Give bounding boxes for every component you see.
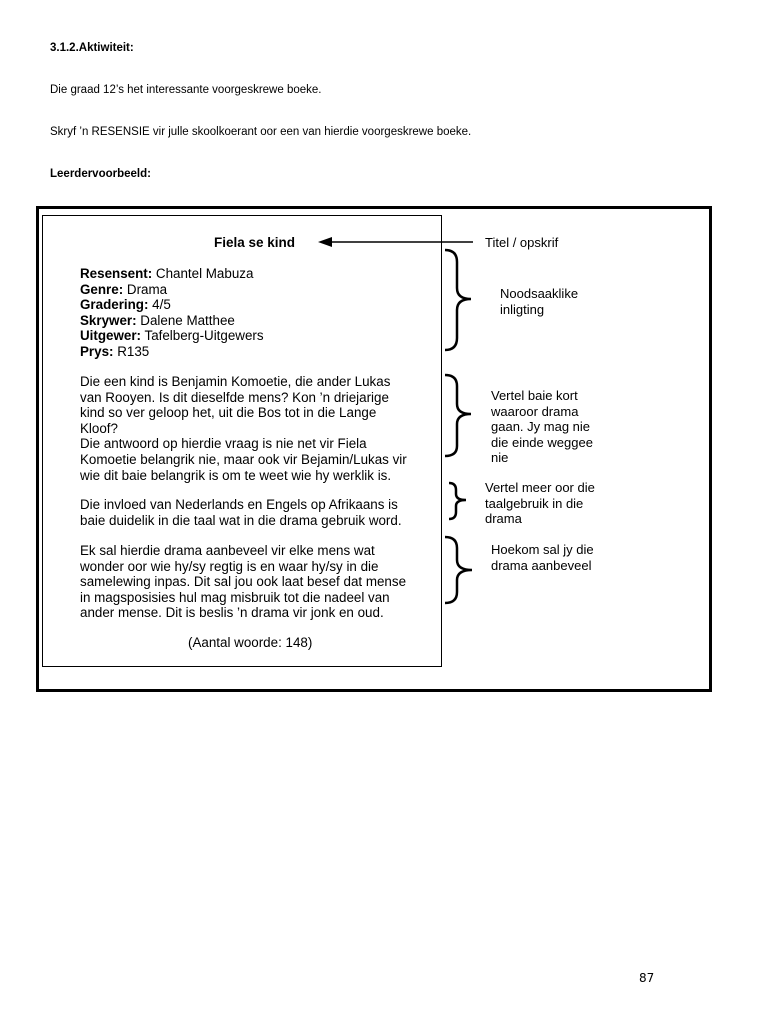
text-line: Die invloed van Nederlands en Engels op Afrikaans is — [80, 497, 398, 512]
brace-language-icon — [449, 483, 466, 519]
brace-summary-icon — [445, 375, 471, 456]
info-label: Genre: — [80, 281, 124, 297]
instruction-text: Skryf ’n RESENSIE vir julle skoolkoerant oor een van hierdie voorgeskrewe boeke. — [50, 126, 472, 138]
page-number: 87 — [639, 971, 655, 985]
text-line: ander mense. Dit is beslis ’n drama vir jonk en oud. — [80, 605, 384, 621]
text-line: Hoekom sal jy die — [491, 542, 594, 557]
brace-recommend-icon — [445, 537, 472, 603]
arrow-left-icon — [318, 237, 473, 247]
text-line: wonder oor wie hy/sy regtig is en waar hy/sy in die — [80, 558, 379, 574]
info-value: Drama — [123, 281, 168, 297]
text-line: samelewing inpas. Dit sal jou ook laat besef dat mense — [80, 574, 407, 590]
text-line: in magsposisies hul mag misbruik tot die nadeel van — [80, 589, 390, 605]
text-line: Vertel meer oor die — [485, 480, 595, 495]
info-label: Resensent: — [80, 266, 153, 281]
info-label: Skrywer: — [80, 312, 137, 328]
annotation-summary — [491, 388, 593, 466]
info-value: Chantel Mabuza — [152, 266, 254, 281]
brace-info-icon — [445, 250, 471, 350]
text-line: nie — [491, 450, 509, 466]
info-value: Dalene Matthee — [136, 312, 235, 328]
text-line: drama aanbeveel — [491, 557, 592, 573]
info-value: 4/5 — [148, 297, 171, 313]
text-line: baie duidelik in die taal wat in die drama gebruik word. — [80, 512, 402, 528]
intro-text: Die graad 12’s het interessante voorgeskrewe boeke. — [50, 84, 322, 96]
annotation-info — [500, 286, 578, 317]
info-value: Tafelberg-Uitgewers — [141, 328, 264, 344]
text-line: Noodsaaklike — [500, 286, 579, 301]
text-line: Komoetie belangrik nie, maar ook vir Bejamin/Lukas vir — [80, 451, 407, 467]
word-count: (Aantal woorde: 148) — [188, 635, 313, 650]
text-line: Vertel baie kort — [491, 388, 578, 403]
annotation-language — [485, 480, 595, 527]
text-line: taalgebruik in die — [485, 495, 584, 511]
text-line: wie dit baie belangrik is om te weet wie hy werklik is. — [80, 467, 392, 483]
text-line: Ek sal hierdie drama aanbeveel vir elke mens wat — [80, 543, 375, 558]
activity-heading: 3.1.2.Aktiwiteit: — [50, 42, 134, 54]
example-label: Leerdervoorbeeld: — [50, 168, 151, 180]
review-title: Fiela se kind — [214, 235, 296, 250]
text-line: Kloof? — [80, 420, 118, 436]
text-line: Die antwoord op hierdie vraag is nie net vir Fiela — [80, 436, 367, 452]
text-line: gaan. Jy mag nie — [491, 419, 591, 435]
info-label: Uitgewer: — [80, 328, 142, 344]
text-line: inligting — [500, 301, 545, 317]
annotation-recommend — [491, 542, 594, 573]
info-label: Prys: — [80, 343, 114, 359]
text-line: die einde weggee — [491, 434, 593, 450]
text-line: kind so ver geloop het, uit die Bos tot in die Lange — [80, 405, 377, 421]
text-line: Die een kind is Benjamin Komoetie, die ander Lukas — [80, 374, 391, 389]
text-line: waaroor drama — [491, 403, 579, 419]
text-line: van Rooyen. Is dit dieselfde mens? Kon ’n driejarige — [80, 389, 389, 405]
text-line: drama — [485, 511, 522, 527]
info-label: Gradering: — [80, 297, 149, 313]
info-value: R135 — [113, 343, 150, 359]
annotation-title: Titel / opskrif — [485, 235, 559, 250]
